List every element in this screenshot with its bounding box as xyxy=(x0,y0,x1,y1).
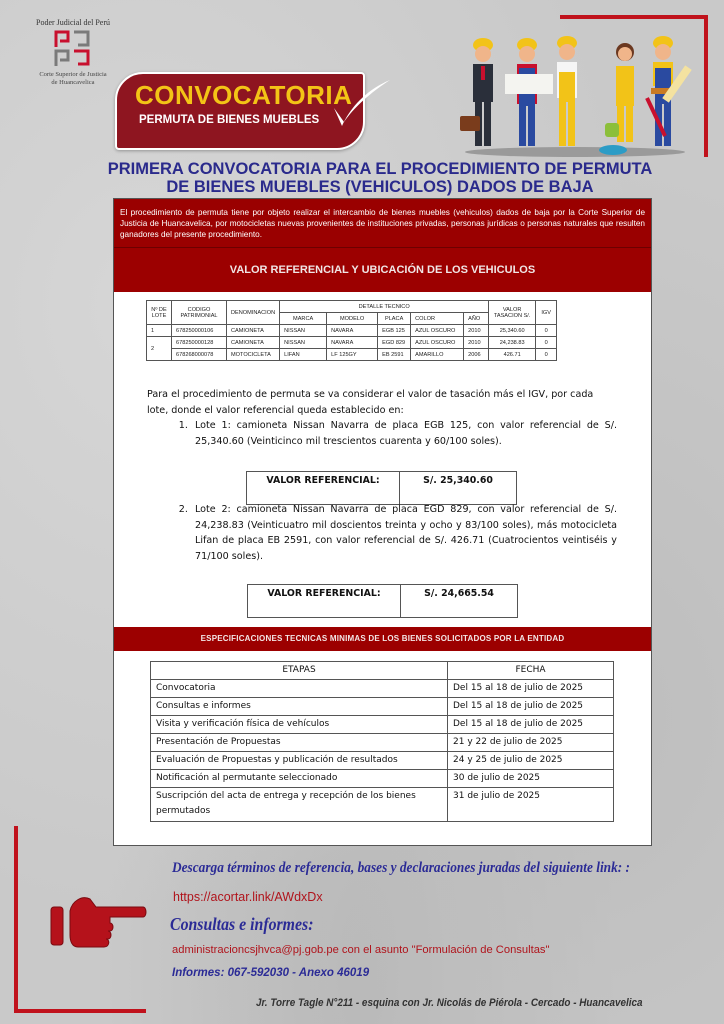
header-modelo: MODELO xyxy=(327,313,378,325)
table-row xyxy=(151,752,614,770)
header-color: COLOR xyxy=(411,313,464,325)
cell-fecha: Del 15 al 18 de julio de 2025 xyxy=(448,716,614,734)
worker-woman xyxy=(599,43,634,155)
corner-line-top-horizontal xyxy=(560,15,708,19)
cell-lote: 1 xyxy=(147,325,172,337)
table-row xyxy=(151,788,614,822)
valor-amount: S/. 24,665.54 xyxy=(401,585,518,618)
corner-line-top-vertical xyxy=(704,15,708,157)
valor-label: VALOR REFERENCIAL: xyxy=(247,472,400,505)
body-text xyxy=(147,387,617,449)
cell-color: AMARILLO xyxy=(411,349,464,361)
header-valor: VALOR TASACION S/. xyxy=(489,301,536,325)
checkmark-icon xyxy=(330,78,394,132)
convocatoria-banner xyxy=(115,72,365,150)
cell-placa: EGD 829 xyxy=(378,337,411,349)
lote-list xyxy=(147,418,617,449)
cell-fecha: 21 y 22 de julio de 2025 xyxy=(448,734,614,752)
table-row xyxy=(151,698,614,716)
header-igv: IGV xyxy=(536,301,557,325)
body-text-2 xyxy=(147,502,617,564)
cell-etapa: Evaluación de Propuestas y publicación de resultados xyxy=(151,752,448,770)
pj-monogram-icon xyxy=(54,29,92,69)
section-title-especificaciones: ESPECIFICACIONES TECNICAS MINIMAS DE LOS BIENES SOLICITADOS POR LA ENTIDAD xyxy=(114,627,651,651)
download-instructions: Descarga términos de referencia, bases y declaraciones juradas del siguiente link: : xyxy=(172,860,630,876)
header-lote: Nº DE LOTE xyxy=(147,301,172,325)
cell-fecha: Del 15 al 18 de julio de 2025 xyxy=(448,698,614,716)
valor-label: VALOR REFERENCIAL: xyxy=(248,585,401,618)
cell-valor: 426.71 xyxy=(489,349,536,361)
header-fecha: FECHA xyxy=(448,662,614,680)
download-link[interactable]: https://acortar.link/AWdxDx xyxy=(173,890,323,904)
header-anio: AÑO xyxy=(464,313,489,325)
vehicle-table-header-row xyxy=(147,301,557,313)
section-title-valor-referencial: VALOR REFERENCIAL Y UBICACIÓN DE LOS VEHICULOS xyxy=(114,247,651,292)
lote-item-1: 1. Lote 1: camioneta Nissan Navarra de placa EGB 125, con valor referencial de S/. 25,340.60 (Veinticinco mil trescientos cuarenta y 60/100 soles). xyxy=(191,418,617,449)
phone-informes: Informes: 067-592030 - Anexo 46019 xyxy=(172,967,370,979)
valor-referencial-box-2 xyxy=(247,584,518,618)
cell-marca: LIFAN xyxy=(280,349,327,361)
cell-igv: 0 xyxy=(536,337,557,349)
content-panel xyxy=(113,198,652,846)
table-row xyxy=(151,680,614,698)
logo-bottom-text-1: Corte Superior de Justicia xyxy=(39,71,107,78)
cell-etapa: Convocatoria xyxy=(151,680,448,698)
header-placa: PLACA xyxy=(378,313,411,325)
cell-igv: 0 xyxy=(536,349,557,361)
cell-fecha: 24 y 25 de julio de 2025 xyxy=(448,752,614,770)
cell-fecha: Del 15 al 18 de julio de 2025 xyxy=(448,680,614,698)
lote-list-2 xyxy=(147,502,617,564)
logo-bottom-text-2: de Huancavelica xyxy=(51,79,95,86)
banner-title: CONVOCATORIA xyxy=(135,80,353,110)
cell-etapa: Suscripción del acta de entrega y recepción de los bienes permutados xyxy=(151,788,448,822)
body-paragraph: Para el procedimiento de permuta se va considerar el valor de tasación más el IGV, por cada lote, donde el valor referencial queda establecido en: xyxy=(147,389,594,416)
main-title xyxy=(100,160,660,196)
cell-valor: 24,238.83 xyxy=(489,337,536,349)
banner-subtitle: PERMUTA DE BIENES MUEBLES xyxy=(139,114,320,126)
cell-denominacion: MOTOCICLETA xyxy=(227,349,280,361)
worker-map xyxy=(505,38,553,146)
cell-marca: NISSAN xyxy=(280,325,327,337)
cell-placa: EB 2591 xyxy=(378,349,411,361)
pointing-hand-icon xyxy=(48,893,148,953)
valor-referencial-box-1 xyxy=(246,471,517,505)
cell-lote: 2 xyxy=(147,337,172,361)
cell-denominacion: CAMIONETA xyxy=(227,325,280,337)
consultas-title: Consultas e informes: xyxy=(170,914,314,934)
cell-anio: 2006 xyxy=(464,349,489,361)
cell-valor: 25,340.60 xyxy=(489,325,536,337)
header-detalle: DETALLE TECNICO xyxy=(280,301,489,313)
address: Jr. Torre Tagle N°211 - esquina con Jr. Nicolás de Piérola - Cercado - Huancavelica xyxy=(256,997,643,1009)
valor-amount: S/. 25,340.60 xyxy=(400,472,517,505)
worker-saw xyxy=(647,36,692,146)
cell-codigo: 678250000106 xyxy=(172,325,227,337)
cell-anio: 2010 xyxy=(464,337,489,349)
cell-color: AZUL OSCURO xyxy=(411,337,464,349)
schedule-header-row xyxy=(151,662,614,680)
schedule-table xyxy=(150,661,614,822)
table-row xyxy=(147,349,557,361)
table-row xyxy=(147,337,557,349)
cell-etapa: Notificación al permutante seleccionado xyxy=(151,770,448,788)
cell-etapa: Consultas e informes xyxy=(151,698,448,716)
cell-modelo: LF 125GY xyxy=(327,349,378,361)
header-codigo: CODIGO PATRIMONIAL xyxy=(172,301,227,325)
vehicle-table xyxy=(146,300,557,361)
cell-etapa: Presentación de Propuestas xyxy=(151,734,448,752)
cell-modelo: NAVARA xyxy=(327,337,378,349)
worker-suit xyxy=(460,38,493,146)
header-etapas: ETAPAS xyxy=(151,662,448,680)
corner-line-bottom-vertical xyxy=(14,826,18,1013)
cell-fecha: 31 de julio de 2025 xyxy=(448,788,614,822)
header-denominacion: DENOMINACION xyxy=(227,301,280,325)
cell-denominacion: CAMIONETA xyxy=(227,337,280,349)
table-row xyxy=(151,734,614,752)
workers-illustration xyxy=(455,28,695,158)
worker-yellow xyxy=(557,36,577,146)
header-marca: MARCA xyxy=(280,313,327,325)
email-line[interactable]: administracioncsjhvca@pj.gob.pe con el asunto "Formulación de Consultas" xyxy=(172,944,550,956)
institution-logo xyxy=(32,18,114,87)
cell-marca: NISSAN xyxy=(280,337,327,349)
logo-top-text: Poder Judicial del Perú xyxy=(36,18,110,27)
table-row xyxy=(151,716,614,734)
cell-fecha: 30 de julio de 2025 xyxy=(448,770,614,788)
main-title-line1: PRIMERA CONVOCATORIA PARA EL PROCEDIMIENTO DE PERMUTA xyxy=(107,160,653,178)
cell-color: AZUL OSCURO xyxy=(411,325,464,337)
cell-codigo: 678268000078 xyxy=(172,349,227,361)
intro-text: El procedimiento de permuta tiene por objeto realizar el intercambio de bienes muebles (vehiculos) dados de baja por la Corte Superior de Justicia de Huancavelica, por motocicletas nuevas provenientes de instituciones privadas, personas jurídicas o personas naturales que resulten ganadores del presente procedimiento. xyxy=(114,199,651,247)
cell-codigo: 678250000128 xyxy=(172,337,227,349)
table-row xyxy=(147,325,557,337)
corner-line-bottom-horizontal xyxy=(14,1009,146,1013)
cell-modelo: NAVARA xyxy=(327,325,378,337)
lote-item-2: 2. Lote 2: camioneta Nissan Navarra de placa EGD 829, con valor referencial de S/. 24,238.83 (Veinticuatro mil doscientos treinta y ocho y 83/100 soles), más motocicleta Lifan de placa EB 2591, con valor referencial de S/. 426.71 (Cuatrocientos veintiséis y 71/100 soles). xyxy=(191,502,617,564)
cell-placa: EGB 125 xyxy=(378,325,411,337)
main-title-line2: DE BIENES MUEBLES (VEHICULOS) DADOS DE BAJA xyxy=(166,178,594,196)
cell-igv: 0 xyxy=(536,325,557,337)
cell-etapa: Visita y verificación física de vehículos xyxy=(151,716,448,734)
table-row xyxy=(151,770,614,788)
cell-anio: 2010 xyxy=(464,325,489,337)
